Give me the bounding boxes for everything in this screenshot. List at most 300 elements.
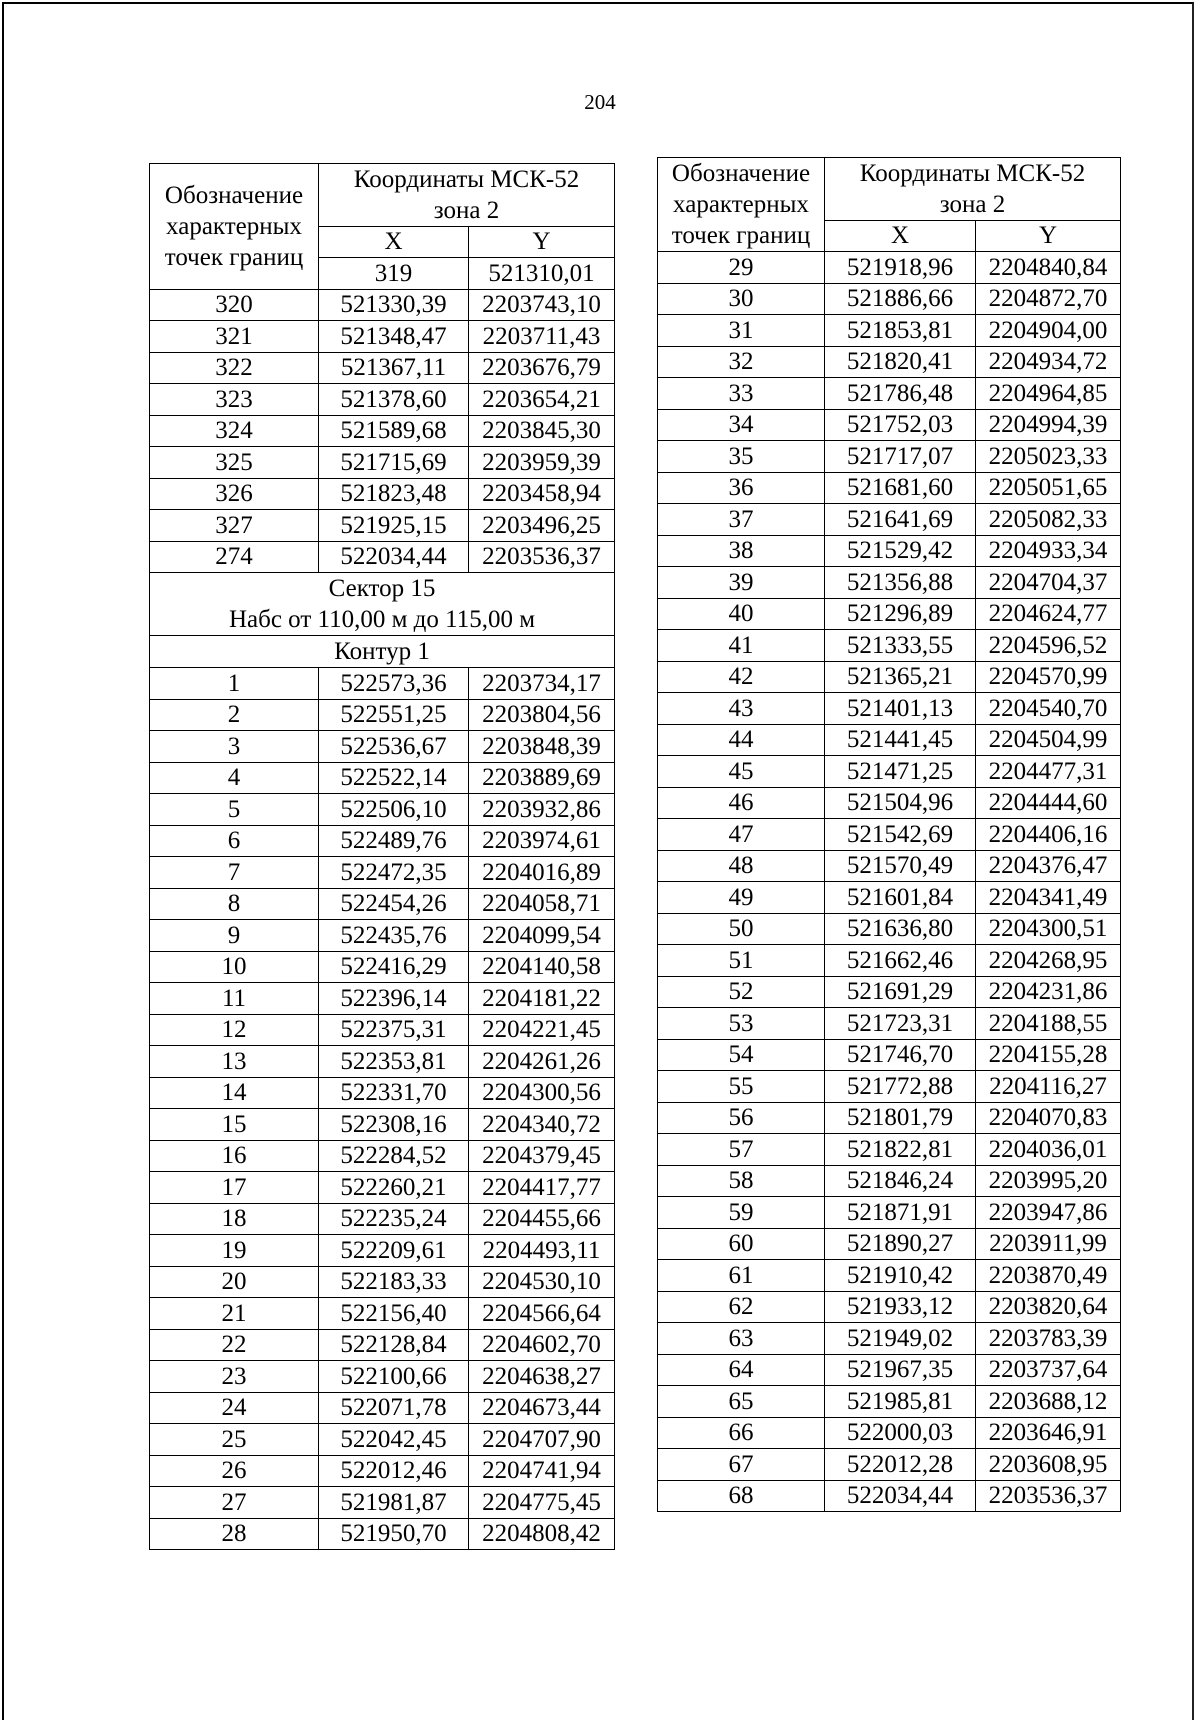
header-line: точек границ: [164, 243, 304, 271]
y-coordinate-cell: 2203496,25: [469, 510, 615, 542]
table-row: [658, 1291, 1121, 1323]
y-coordinate-cell: 2204181,22: [469, 983, 615, 1015]
coords-header: [319, 164, 615, 227]
point-number-cell: 44: [658, 724, 825, 756]
x-coordinate-cell: 522042,45: [319, 1424, 469, 1456]
x-coordinate-cell: 521365,21: [825, 661, 976, 693]
table-row: [150, 447, 615, 479]
y-coordinate-cell: 2204155,28: [976, 1039, 1121, 1071]
point-number-cell: 13: [150, 1046, 319, 1078]
y-coordinate-cell: 2204417,77: [469, 1172, 615, 1204]
point-number-cell: 60: [658, 1228, 825, 1260]
x-coordinate-cell: 521871,91: [825, 1197, 976, 1229]
table-right-body: [658, 158, 1121, 1512]
table-row: [658, 945, 1121, 977]
point-number-cell: 40: [658, 598, 825, 630]
header-line: точек границ: [671, 222, 811, 249]
coords-title: Координаты МСК-52: [859, 160, 1086, 187]
table-row: [658, 598, 1121, 630]
coords-title: Координаты МСК-52: [353, 166, 580, 193]
point-label-header: [150, 164, 319, 290]
table-row: [658, 472, 1121, 504]
x-coordinate-cell: 522034,44: [319, 541, 469, 573]
point-number-cell: 319: [319, 258, 469, 290]
header-line: Обозначение: [164, 181, 304, 209]
x-coordinate-cell: 521925,15: [319, 510, 469, 542]
point-number-cell: 27: [150, 1487, 319, 1519]
x-coordinate-cell: 522183,33: [319, 1266, 469, 1298]
header-row: [658, 158, 1121, 221]
y-coordinate-cell: 2204530,10: [469, 1266, 615, 1298]
y-coordinate-cell: 2204775,45: [469, 1487, 615, 1519]
point-number-cell: 23: [150, 1361, 319, 1393]
y-coordinate-cell: 2203743,10: [469, 289, 615, 321]
y-coordinate-cell: 2203737,64: [976, 1354, 1121, 1386]
x-coordinate-cell: 522331,70: [319, 1077, 469, 1109]
point-number-cell: 65: [658, 1386, 825, 1418]
x-coordinate-cell: 522235,24: [319, 1203, 469, 1235]
table-row: [658, 850, 1121, 882]
point-number-cell: 45: [658, 756, 825, 788]
y-coordinate-cell: 2204231,86: [976, 976, 1121, 1008]
table-row: [658, 913, 1121, 945]
table-row: [150, 352, 615, 384]
table-row: [658, 346, 1121, 378]
table-row: [150, 1140, 615, 1172]
point-number-cell: 7: [150, 857, 319, 889]
table-row: [150, 1014, 615, 1046]
x-coordinate-cell: 521967,35: [825, 1354, 976, 1386]
table-row: [658, 756, 1121, 788]
y-coordinate-cell: 2204116,27: [976, 1071, 1121, 1103]
point-number-cell: 24: [150, 1392, 319, 1424]
y-coordinate-cell: 2204341,49: [976, 882, 1121, 914]
table-row: [150, 1329, 615, 1361]
page-number: 204: [584, 90, 616, 114]
point-number-cell: 46: [658, 787, 825, 819]
point-number-cell: 42: [658, 661, 825, 693]
table-row: [150, 1424, 615, 1456]
point-number-cell: 12: [150, 1014, 319, 1046]
table-row: [658, 504, 1121, 536]
y-coordinate-cell: 2204596,52: [976, 630, 1121, 662]
point-number-cell: 48: [658, 850, 825, 882]
y-coordinate-cell: 2203688,12: [976, 1386, 1121, 1418]
y-coordinate-cell: 2204704,37: [976, 567, 1121, 599]
x-coordinate-cell: 521356,88: [825, 567, 976, 599]
y-coordinate-cell: 2204300,51: [976, 913, 1121, 945]
x-coordinate-cell: 521890,27: [825, 1228, 976, 1260]
table-row: [658, 1228, 1121, 1260]
table-row: [150, 825, 615, 857]
point-number-cell: 64: [658, 1354, 825, 1386]
x-coordinate-cell: 521641,69: [825, 504, 976, 536]
table-row: [150, 478, 615, 510]
table-row: [658, 976, 1121, 1008]
point-number-cell: 274: [150, 541, 319, 573]
x-coordinate-cell: 521662,46: [825, 945, 976, 977]
table-row: [658, 252, 1121, 284]
point-label-header: [658, 158, 825, 252]
x-coordinate-cell: 522522,14: [319, 762, 469, 794]
y-coordinate-cell: 2204099,54: [469, 920, 615, 952]
table-row: [150, 699, 615, 731]
table-row: [658, 1134, 1121, 1166]
point-number-cell: 58: [658, 1165, 825, 1197]
table-row: [658, 1071, 1121, 1103]
table-row: [658, 819, 1121, 851]
y-coordinate-cell: 2204840,84: [976, 252, 1121, 284]
y-coordinate-cell: 2203676,79: [469, 352, 615, 384]
x-coordinate-cell: 521589,68: [319, 415, 469, 447]
y-coordinate-cell: 2204964,85: [976, 378, 1121, 410]
point-number-cell: 62: [658, 1291, 825, 1323]
point-number-cell: 37: [658, 504, 825, 536]
table-row: [150, 1298, 615, 1330]
table-row: [150, 321, 615, 353]
point-number-cell: 57: [658, 1134, 825, 1166]
point-number-cell: 52: [658, 976, 825, 1008]
table-row: [658, 1354, 1121, 1386]
table-row: [150, 1455, 615, 1487]
y-coordinate-cell: 2203654,21: [469, 384, 615, 416]
point-number-cell: 54: [658, 1039, 825, 1071]
y-coordinate-cell: 2203959,39: [469, 447, 615, 479]
table-row: [658, 1197, 1121, 1229]
point-number-cell: 30: [658, 283, 825, 315]
y-coordinate-cell: 2204673,44: [469, 1392, 615, 1424]
x-coordinate-cell: 522472,35: [319, 857, 469, 889]
x-coordinate-cell: 522284,52: [319, 1140, 469, 1172]
x-coordinate-cell: 522260,21: [319, 1172, 469, 1204]
point-number-cell: 21: [150, 1298, 319, 1330]
x-coordinate-cell: 521367,11: [319, 352, 469, 384]
y-coordinate-cell: 2204570,99: [976, 661, 1121, 693]
x-coordinate-cell: 522375,31: [319, 1014, 469, 1046]
x-coordinate-cell: 521570,49: [825, 850, 976, 882]
y-coordinate-cell: 2203820,64: [976, 1291, 1121, 1323]
table-row: [658, 1386, 1121, 1418]
x-coordinate-cell: 521820,41: [825, 346, 976, 378]
x-coordinate-cell: 522506,10: [319, 794, 469, 826]
x-coordinate-cell: 521441,45: [825, 724, 976, 756]
x-coordinate-cell: 522100,66: [319, 1361, 469, 1393]
point-number-cell: 2: [150, 699, 319, 731]
y-coordinate-cell: 2204140,58: [469, 951, 615, 983]
point-number-cell: 321: [150, 321, 319, 353]
point-number-cell: 59: [658, 1197, 825, 1229]
y-header: Y: [469, 227, 615, 258]
table-row: [658, 787, 1121, 819]
y-coordinate-cell: 2204376,47: [976, 850, 1121, 882]
y-coordinate-cell: 2203536,37: [469, 541, 615, 573]
point-number-cell: 20: [150, 1266, 319, 1298]
y-coordinate-cell: 2204268,95: [976, 945, 1121, 977]
point-number-cell: 327: [150, 510, 319, 542]
table-row: [658, 1102, 1121, 1134]
point-number-cell: 66: [658, 1417, 825, 1449]
table-row: [150, 541, 615, 573]
table-row: [150, 888, 615, 920]
point-number-cell: 26: [150, 1455, 319, 1487]
y-coordinate-cell: 2204872,70: [976, 283, 1121, 315]
table-row: [658, 409, 1121, 441]
x-coordinate-cell: 521310,01: [469, 258, 615, 290]
y-header: Y: [976, 221, 1121, 252]
x-coordinate-cell: 521949,02: [825, 1323, 976, 1355]
table-row: [150, 384, 615, 416]
y-coordinate-cell: 2203974,61: [469, 825, 615, 857]
table-row: [150, 951, 615, 983]
table-row: [150, 415, 615, 447]
x-coordinate-cell: 521471,25: [825, 756, 976, 788]
table-row: [658, 724, 1121, 756]
x-coordinate-cell: 522416,29: [319, 951, 469, 983]
point-number-cell: 4: [150, 762, 319, 794]
x-coordinate-cell: 521401,13: [825, 693, 976, 725]
table-row: [150, 1235, 615, 1267]
y-coordinate-cell: 2204540,70: [976, 693, 1121, 725]
table-row: [150, 983, 615, 1015]
x-coordinate-cell: 521723,31: [825, 1008, 976, 1040]
y-coordinate-cell: 2203947,86: [976, 1197, 1121, 1229]
point-number-cell: 36: [658, 472, 825, 504]
table-row: [658, 567, 1121, 599]
table-row: [150, 1172, 615, 1204]
table-row: [150, 1203, 615, 1235]
x-coordinate-cell: 521715,69: [319, 447, 469, 479]
x-coordinate-cell: 522536,67: [319, 731, 469, 763]
y-coordinate-cell: 2204070,83: [976, 1102, 1121, 1134]
point-number-cell: 322: [150, 352, 319, 384]
x-coordinate-cell: 521746,70: [825, 1039, 976, 1071]
x-coordinate-cell: 522000,03: [825, 1417, 976, 1449]
coords-header: [825, 158, 1121, 221]
x-coordinate-cell: 521296,89: [825, 598, 976, 630]
point-number-cell: 323: [150, 384, 319, 416]
sector-height-range: Набс от 110,00 м до 115,00 м: [150, 604, 615, 636]
x-coordinate-cell: 521348,47: [319, 321, 469, 353]
x-coordinate-cell: 521950,70: [319, 1518, 469, 1550]
x-coordinate-cell: 522551,25: [319, 699, 469, 731]
point-number-cell: 324: [150, 415, 319, 447]
x-coordinate-cell: 521910,42: [825, 1260, 976, 1292]
y-coordinate-cell: 2203911,99: [976, 1228, 1121, 1260]
y-coordinate-cell: 2203711,43: [469, 321, 615, 353]
y-coordinate-cell: 2203932,86: [469, 794, 615, 826]
point-number-cell: 38: [658, 535, 825, 567]
x-coordinate-cell: 522012,28: [825, 1449, 976, 1481]
y-coordinate-cell: 2204444,60: [976, 787, 1121, 819]
y-coordinate-cell: 2203848,39: [469, 731, 615, 763]
table-row: [150, 1487, 615, 1519]
header-line: характерных: [673, 191, 809, 218]
x-coordinate-cell: 521886,66: [825, 283, 976, 315]
coordinates-table-left: [149, 163, 615, 1550]
table-row: [150, 1518, 615, 1550]
table-row: [150, 762, 615, 794]
y-coordinate-cell: 2204477,31: [976, 756, 1121, 788]
point-number-cell: 56: [658, 1102, 825, 1134]
point-number-cell: 34: [658, 409, 825, 441]
table-row: [150, 1046, 615, 1078]
point-number-cell: 51: [658, 945, 825, 977]
table-row: [150, 731, 615, 763]
sector-height-range-row: [150, 604, 615, 636]
table-row: [658, 1008, 1121, 1040]
y-coordinate-cell: 2203536,37: [976, 1480, 1121, 1512]
point-number-cell: 6: [150, 825, 319, 857]
y-coordinate-cell: 2204933,34: [976, 535, 1121, 567]
y-coordinate-cell: 2203870,49: [976, 1260, 1121, 1292]
table-row: [150, 1077, 615, 1109]
point-number-cell: 3: [150, 731, 319, 763]
table-row: [658, 315, 1121, 347]
table-row: [658, 1449, 1121, 1481]
y-coordinate-cell: 2204261,26: [469, 1046, 615, 1078]
contour-title: Контур 1: [150, 636, 615, 668]
point-number-cell: 9: [150, 920, 319, 952]
table-left-body: [150, 164, 615, 1550]
y-coordinate-cell: 2204741,94: [469, 1455, 615, 1487]
point-number-cell: 61: [658, 1260, 825, 1292]
point-number-cell: 5: [150, 794, 319, 826]
table-row: [658, 630, 1121, 662]
x-coordinate-cell: 522071,78: [319, 1392, 469, 1424]
x-header: X: [825, 221, 976, 252]
x-coordinate-cell: 521822,81: [825, 1134, 976, 1166]
y-coordinate-cell: 2204638,27: [469, 1361, 615, 1393]
zone-label: зона 2: [939, 191, 1006, 218]
x-coordinate-cell: 521846,24: [825, 1165, 976, 1197]
x-coordinate-cell: 521330,39: [319, 289, 469, 321]
table-row: [150, 1392, 615, 1424]
x-coordinate-cell: 522012,46: [319, 1455, 469, 1487]
x-coordinate-cell: 521772,88: [825, 1071, 976, 1103]
y-coordinate-cell: 2204016,89: [469, 857, 615, 889]
x-coordinate-cell: 522308,16: [319, 1109, 469, 1141]
point-number-cell: 31: [658, 315, 825, 347]
x-coordinate-cell: 522435,76: [319, 920, 469, 952]
y-coordinate-cell: 2204221,45: [469, 1014, 615, 1046]
x-coordinate-cell: 521981,87: [319, 1487, 469, 1519]
point-number-cell: 14: [150, 1077, 319, 1109]
y-coordinate-cell: 2203995,20: [976, 1165, 1121, 1197]
point-number-cell: 32: [658, 346, 825, 378]
point-number-cell: 1: [150, 668, 319, 700]
x-coordinate-cell: 521529,42: [825, 535, 976, 567]
table-row: [150, 289, 615, 321]
table-row: [658, 693, 1121, 725]
x-coordinate-cell: 521378,60: [319, 384, 469, 416]
point-number-cell: 29: [658, 252, 825, 284]
table-row: [150, 668, 615, 700]
y-coordinate-cell: 2204566,64: [469, 1298, 615, 1330]
y-coordinate-cell: 2204904,00: [976, 315, 1121, 347]
y-coordinate-cell: 2204036,01: [976, 1134, 1121, 1166]
table-row: [658, 1165, 1121, 1197]
table-row: [658, 882, 1121, 914]
contour-title-row: [150, 636, 615, 668]
point-number-cell: 8: [150, 888, 319, 920]
point-number-cell: 16: [150, 1140, 319, 1172]
table-row: [150, 1361, 615, 1393]
x-coordinate-cell: 521786,48: [825, 378, 976, 410]
table-row: [658, 1323, 1121, 1355]
x-coordinate-cell: 522396,14: [319, 983, 469, 1015]
table-row: [150, 510, 615, 542]
x-coordinate-cell: 521691,29: [825, 976, 976, 1008]
point-number-cell: 67: [658, 1449, 825, 1481]
point-number-cell: 39: [658, 567, 825, 599]
x-coordinate-cell: 521333,55: [825, 630, 976, 662]
point-number-cell: 47: [658, 819, 825, 851]
table-row: [658, 535, 1121, 567]
y-coordinate-cell: 2204504,99: [976, 724, 1121, 756]
y-coordinate-cell: 2204406,16: [976, 819, 1121, 851]
y-coordinate-cell: 2203845,30: [469, 415, 615, 447]
point-number-cell: 320: [150, 289, 319, 321]
point-number-cell: 55: [658, 1071, 825, 1103]
point-number-cell: 35: [658, 441, 825, 473]
sector-title-row: [150, 573, 615, 605]
table-row: [658, 1039, 1121, 1071]
point-number-cell: 18: [150, 1203, 319, 1235]
table-row: [150, 1109, 615, 1141]
x-coordinate-cell: 522573,36: [319, 668, 469, 700]
x-coordinate-cell: 521504,96: [825, 787, 976, 819]
header-line: характерных: [166, 212, 302, 240]
table-row: [150, 857, 615, 889]
header-line: Обозначение: [671, 160, 811, 187]
x-coordinate-cell: 521601,84: [825, 882, 976, 914]
x-coordinate-cell: 522034,44: [825, 1480, 976, 1512]
y-coordinate-cell: 2203804,56: [469, 699, 615, 731]
table-row: [658, 1260, 1121, 1292]
point-number-cell: 33: [658, 378, 825, 410]
x-coordinate-cell: 522209,61: [319, 1235, 469, 1267]
x-coordinate-cell: 521823,48: [319, 478, 469, 510]
x-coordinate-cell: 521985,81: [825, 1386, 976, 1418]
y-coordinate-cell: 2203646,91: [976, 1417, 1121, 1449]
zone-label: зона 2: [433, 197, 500, 224]
y-coordinate-cell: 2205023,33: [976, 441, 1121, 473]
point-number-cell: 53: [658, 1008, 825, 1040]
y-coordinate-cell: 2204379,45: [469, 1140, 615, 1172]
header-row: [150, 164, 615, 227]
y-coordinate-cell: 2204300,56: [469, 1077, 615, 1109]
point-number-cell: 19: [150, 1235, 319, 1267]
point-number-cell: 22: [150, 1329, 319, 1361]
x-coordinate-cell: 522489,76: [319, 825, 469, 857]
x-coordinate-cell: 522156,40: [319, 1298, 469, 1330]
x-coordinate-cell: 522454,26: [319, 888, 469, 920]
x-coordinate-cell: 521853,81: [825, 315, 976, 347]
y-coordinate-cell: 2203608,95: [976, 1449, 1121, 1481]
x-coordinate-cell: 521542,69: [825, 819, 976, 851]
table-row: [150, 920, 615, 952]
point-number-cell: 326: [150, 478, 319, 510]
point-number-cell: 11: [150, 983, 319, 1015]
x-coordinate-cell: 521636,80: [825, 913, 976, 945]
y-coordinate-cell: 2204994,39: [976, 409, 1121, 441]
point-number-cell: 68: [658, 1480, 825, 1512]
table-row: [658, 1417, 1121, 1449]
point-number-cell: 325: [150, 447, 319, 479]
y-coordinate-cell: 2204188,55: [976, 1008, 1121, 1040]
table-row: [150, 1266, 615, 1298]
point-number-cell: 10: [150, 951, 319, 983]
